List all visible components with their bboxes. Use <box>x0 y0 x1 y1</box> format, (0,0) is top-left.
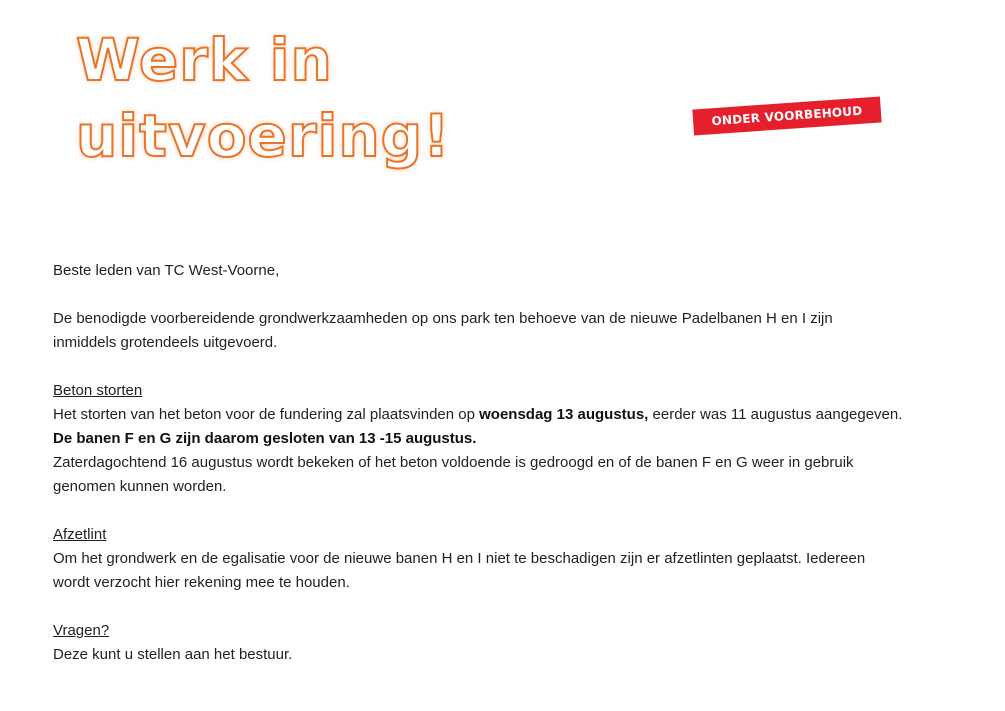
onder-voorbehoud-stamp: ONDER VOORBEHOUD <box>692 96 881 135</box>
section-afzetlint <box>53 523 983 595</box>
section-heading-beton-storten: Beton storten <box>53 382 143 399</box>
vragen-line-1: Deze kunt u stellen aan het bestuur. <box>53 646 293 663</box>
afzetlint-line-2: wordt verzocht hier rekening mee te houden. <box>53 574 350 591</box>
section-vragen <box>53 619 983 667</box>
banner-title <box>76 22 451 174</box>
beton-line-4: genomen kunnen worden. <box>53 478 227 495</box>
greeting: Beste leden van TC West-Voorne, <box>53 262 280 279</box>
beton-line-1-pre: Het storten van het beton voor de fundering zal plaatsvinden op <box>53 406 480 423</box>
letter-body <box>53 259 983 691</box>
intro-line-2: inmiddels grotendeels uitgevoerd. <box>53 334 278 351</box>
beton-line-3: Zaterdagochtend 16 augustus wordt bekeken of het beton voldoende is gedroogd en of de banen F en G weer in gebruik <box>53 454 854 471</box>
beton-line-1 <box>53 403 983 427</box>
intro-line-1: De benodigde voorbereidende grondwerkzaamheden op ons park ten behoeve van de nieuwe Padelbanen H en I zijn <box>53 310 833 327</box>
beton-date-bold: woensdag 13 augustus, <box>479 406 649 423</box>
beton-closure-notice: De banen F en G zijn daarom gesloten van 13 -15 augustus. <box>53 430 477 447</box>
afzetlint-line-1: Om het grondwerk en de egalisatie voor de nieuwe banen H en I niet te beschadigen zijn er afzetlinten geplaatst. Iedereen <box>53 550 866 567</box>
section-heading-afzetlint: Afzetlint <box>53 526 107 543</box>
section-heading-vragen: Vragen? <box>53 622 110 639</box>
section-beton-storten <box>53 379 983 499</box>
intro-paragraph <box>53 307 983 355</box>
beton-line-1-post: eerder was 11 augustus aangegeven. <box>648 406 903 423</box>
banner-title-line-2: uitvoering! <box>76 102 451 170</box>
banner-image <box>0 0 1005 230</box>
banner-title-line-1: Werk in <box>76 26 333 94</box>
